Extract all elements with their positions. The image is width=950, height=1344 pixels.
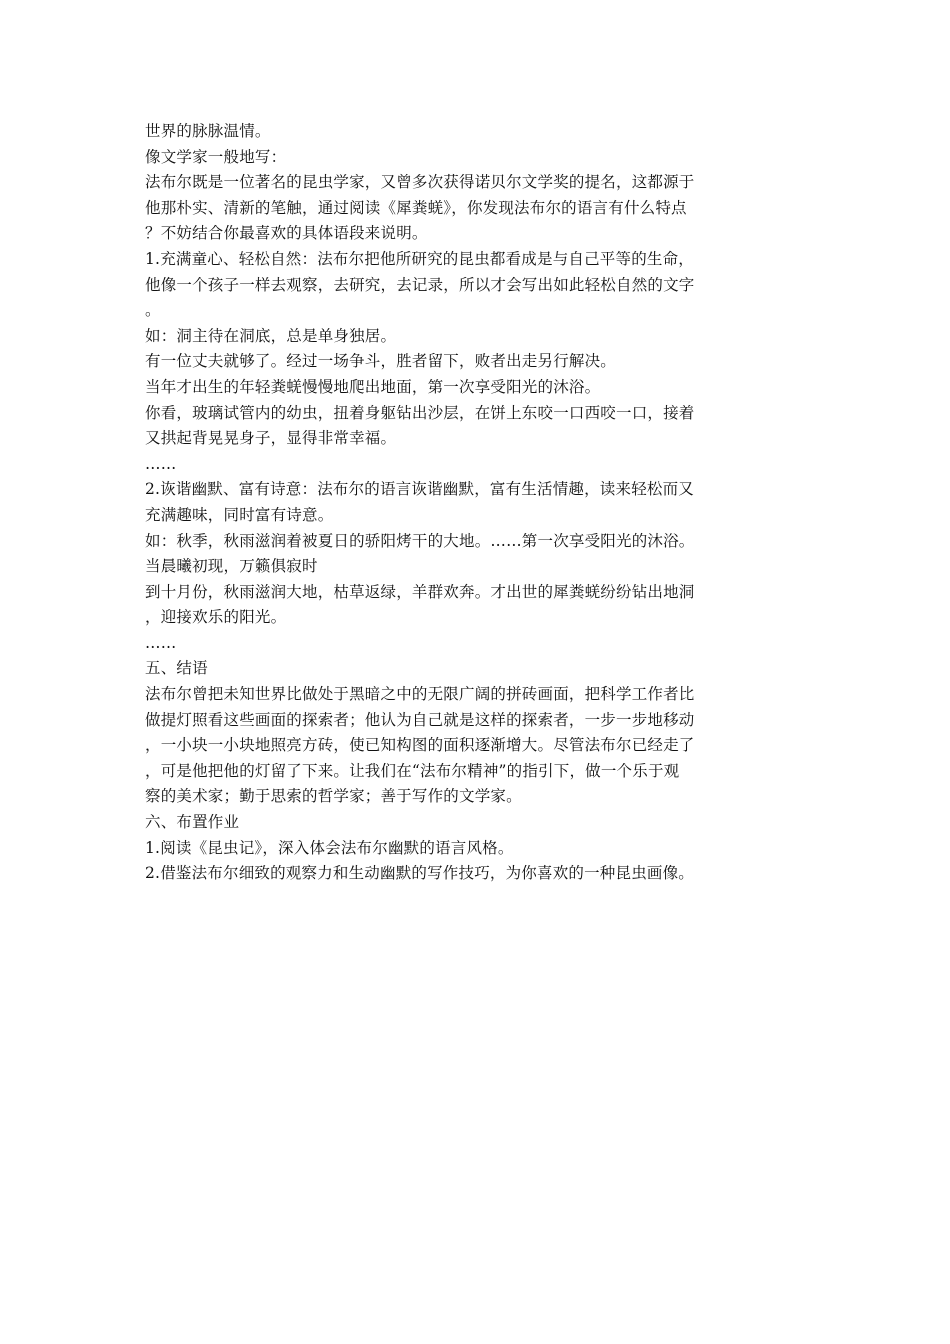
paragraph-line: 法布尔曾把未知世界比做处于黑暗之中的无限广阔的拼砖画面，把科学工作者比 (145, 685, 695, 704)
list-item-line: 2.借鉴法布尔细致的观察力和生动幽默的写作技巧，为你喜欢的一种昆虫画像。 (145, 864, 694, 883)
example-line: 如：洞主待在洞底，总是单身独居。 (145, 326, 397, 345)
paragraph-line: 做提灯照看这些画面的探索者；他认为自己就是这样的探索者，一步一步地移动 (145, 710, 695, 729)
paragraph-line: ，一小块一小块地照亮方砖，使已知构图的面积逐渐增大。尽管法布尔已经走了 (145, 736, 695, 755)
paragraph-line: 。 (145, 301, 161, 320)
section-heading: 五、结语 (145, 659, 208, 678)
example-line: 又拱起背晃晃身子，显得非常幸福。 (145, 429, 397, 448)
paragraph-line: 他像一个孩子一样去观察，去研究，去记录，所以才会写出如此轻松自然的文字 (145, 275, 695, 294)
example-line: ，迎接欢乐的阳光。 (145, 608, 287, 627)
paragraph-line: ？不妨结合你最喜欢的具体语段来说明。 (145, 224, 428, 243)
ellipsis-line: …… (145, 633, 177, 652)
section-heading: 六、布置作业 (145, 813, 240, 832)
example-line: 有一位丈夫就够了。经过一场争斗，胜者留下，败者出走另行解决。 (145, 352, 617, 371)
example-line: 如：秋季，秋雨滋润着被夏日的骄阳烤干的大地。……第一次享受阳光的沐浴。 (145, 531, 695, 550)
paragraph-line: 充满趣味，同时富有诗意。 (145, 505, 334, 524)
paragraph-line: 像文学家一般地写： (145, 147, 287, 166)
paragraph-line: 察的美术家；勤于思索的哲学家；善于写作的文学家。 (145, 787, 522, 806)
document-body (145, 119, 765, 887)
list-item-line: 1.阅读《昆虫记》，深入体会法布尔幽默的语言风格。 (145, 838, 514, 857)
list-item-line: 2.诙谐幽默、富有诗意：法布尔的语言诙谐幽默，富有生活情趣，读来轻松而又 (145, 480, 694, 499)
paragraph-line: 世界的脉脉温情。 (145, 122, 271, 140)
paragraph-line: ，可是他把他的灯留了下来。让我们在“法布尔精神”的指引下，做一个乐于观 (145, 761, 680, 780)
ellipsis-line: …… (145, 454, 177, 473)
example-line: 到十月份，秋雨滋润大地，枯草返绿，羊群欢奔。才出世的犀粪蜣纷纷钻出地洞 (145, 582, 695, 601)
example-line: 当晨曦初现，万籁俱寂时 (145, 557, 318, 576)
example-line: 当年才出生的年轻粪蜣慢慢地爬出地面，第一次享受阳光的沐浴。 (145, 377, 601, 396)
example-line: 你看，玻璃试管内的幼虫，扭着身躯钻出沙层，在饼上东咬一口西咬一口，接着 (145, 403, 695, 422)
paragraph-line: 他那朴实、清新的笔触，通过阅读《犀粪蜣》，你发现法布尔的语言有什么特点 (145, 198, 687, 217)
list-item-line: 1.充满童心、轻松自然：法布尔把他所研究的昆虫都看成是与自己平等的生命， (145, 249, 694, 268)
paragraph-line: 法布尔既是一位著名的昆虫学家，又曾多次获得诺贝尔文学奖的提名，这都源于 (145, 173, 695, 192)
